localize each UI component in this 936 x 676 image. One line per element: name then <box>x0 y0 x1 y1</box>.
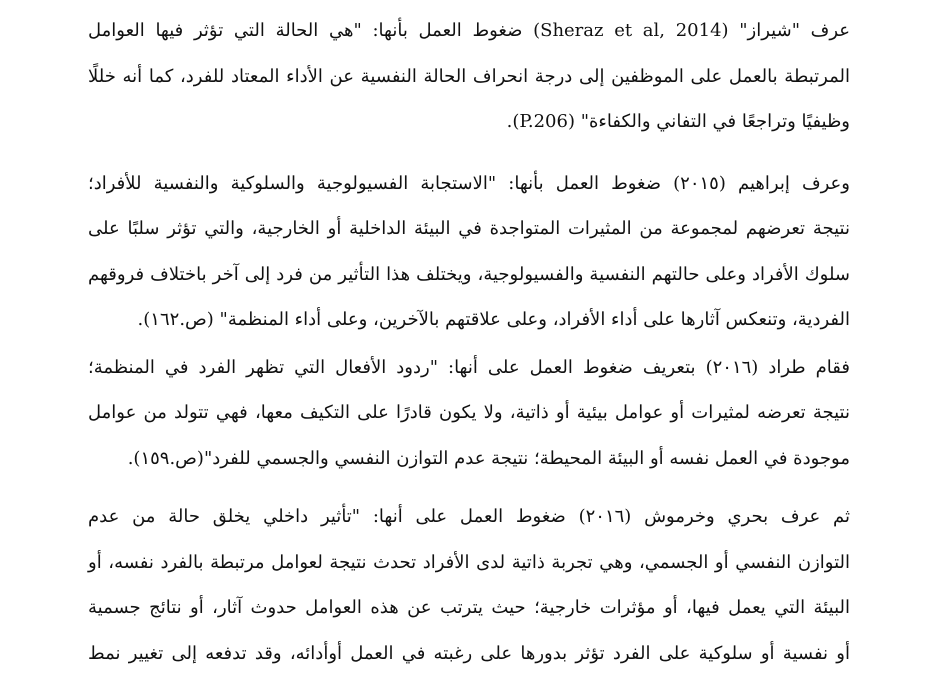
text-line: التوازن النفسي أو الجسمي، وهي تجربة ذاتية لدى الأفراد تحدث نتيجة لعوامل مرتبطة بالفرد نفسه، أو <box>88 540 850 586</box>
text-line: عرف "شيراز" (Sheraz et al, 2014) ضغوط العمل بأنها: "هي الحالة التي تؤثر فيها العوامل <box>88 8 850 54</box>
text-line: موجودة في العمل نفسه أو البيئة المحيطة؛ نتيجة عدم التوازن النفسي والجسمي للفرد"(ص.١٥٩). <box>88 436 850 482</box>
paragraph-spacer <box>88 145 850 161</box>
text-line: نتيجة تعرضه لمثيرات أو عوامل بيئية أو ذاتية، ولا يكون قادرًا على التكيف معها، فهي تتولد من عوامل <box>88 390 850 436</box>
text-line: وعرف إبراهيم (٢٠١٥) ضغوط العمل بأنها: "الاستجابة الفسيولوجية والسلوكية والنفسية للأفراد؛ <box>88 161 850 207</box>
document-page <box>88 8 850 676</box>
text-line: ثم عرف بحري وخرموش (٢٠١٦) ضغوط العمل على أنها: "تأثير داخلي يخلق حالة من عدم <box>88 494 850 540</box>
text-line: الفردية، وتنعكس آثارها على أداء الأفراد، وعلى علاقتهم بالآخرين، وعلى أداء المنظمة" (ص.١٦٢). <box>88 297 850 343</box>
paragraph-ibrahim-definition <box>88 161 850 343</box>
text-line: فقام طراد (٢٠١٦) بتعريف ضغوط العمل على أنها: "ردود الأفعال التي تظهر الفرد في المنظمة؛ <box>88 345 850 391</box>
paragraph-sheraz-definition <box>88 8 850 145</box>
text-line: البيئة التي يعمل فيها، أو مؤثرات خارجية؛ حيث يترتب عن هذه العوامل حدوث آثار، أو نتائج جسمية <box>88 585 850 631</box>
paragraph-tarad-definition <box>88 345 850 482</box>
text-line: أو نفسية أو سلوكية على الفرد تؤثر بدورها على رغبته في العمل أوأدائه، وقد تدفعه إلى تغيير نمط <box>88 631 850 676</box>
text-line: المرتبطة بالعمل على الموظفين إلى درجة انحراف الحالة النفسية عن الأداء المعتاد للفرد، كما أنه خللًا <box>88 54 850 100</box>
text-line: سلوك الأفراد وعلى حالتهم النفسية والفسيولوجية، ويختلف هذا التأثير من فرد إلى آخر باختلاف فروقهم <box>88 252 850 298</box>
text-line: نتيجة تعرضهم لمجموعة من المثيرات المتواجدة في البيئة الداخلية أو الخارجية، والتي تؤثر سلبًا على <box>88 206 850 252</box>
text-line: وظيفيًا وتراجعًا في التفاني والكفاءة" (P.206). <box>88 99 850 145</box>
paragraph-bahri-kharmoush-definition <box>88 494 850 676</box>
faint-watermark <box>470 634 630 656</box>
paragraph-spacer <box>88 481 850 494</box>
